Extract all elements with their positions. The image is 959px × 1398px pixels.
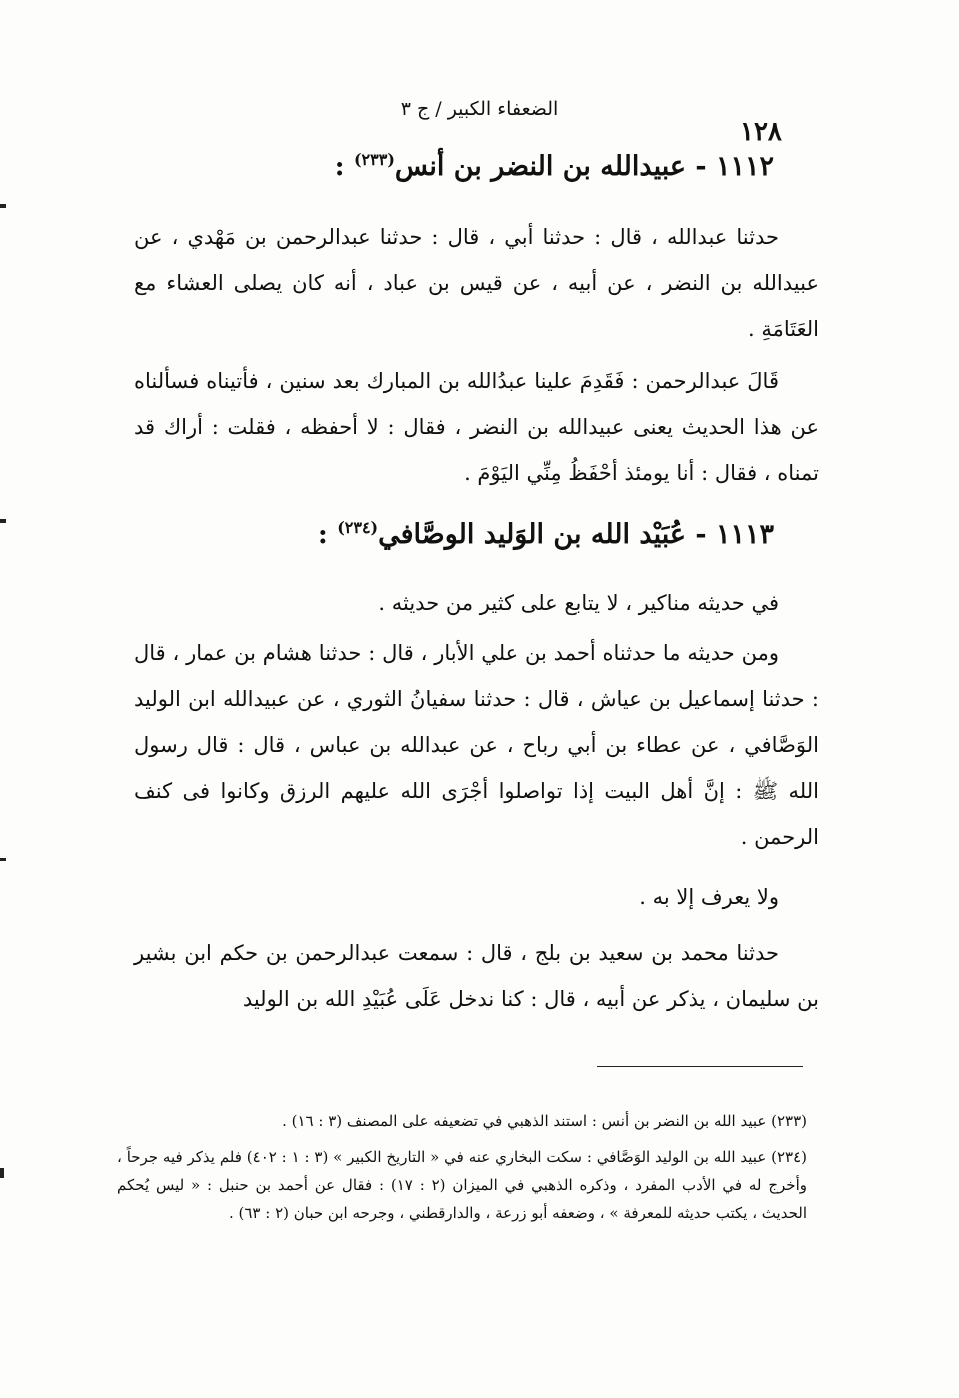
entry-heading-text: ١١١٣ - عُبَيْد الله بن الوَليد الوصَّافي bbox=[378, 519, 774, 550]
entry-heading-1112 bbox=[174, 150, 774, 182]
scan-edge-mark bbox=[0, 519, 6, 523]
entry-heading-1113 bbox=[174, 518, 774, 550]
paragraph-text: ولا يعرف إلا به . bbox=[639, 885, 779, 909]
footnote-234: (٢٣٤) عبيد الله بن الوليد الوَصَّافي : سكت البخاري عنه في « التاريخ الكبير » (٣ : ١ : ٤٠٢) فلم يذكر فيه جرحاً ، وأخرج له في الأدب المفرد ، وذكره الذهبي في الميزان (٢ : ١٧) : فقال عن أحمد بن حنبل : « ليس يُحكم الحديث ، يكتب حديثه للمعرفة » ، وضعفه أبو زرعة ، والدارقطني ، وجرحه ابن حبان (٢ : ٦٣) . bbox=[117, 1148, 807, 1222]
paragraph-text: في حديثه مناكير ، لا يتابع على كثير من حديثه . bbox=[378, 591, 779, 615]
paragraph bbox=[134, 358, 819, 496]
paragraph-text: حدثنا محمد بن سعيد بن بلج ، قال : سمعت عبدالرحمن بن حكم ابن بشير بن سليمان ، يذكر عن أبيه ، قال : كنا ندخل عَلَى عُبَيْدِ الله بن الوليد bbox=[134, 941, 819, 1011]
footnote-ref-234: (٢٣٤) bbox=[337, 518, 379, 537]
scan-edge-mark bbox=[0, 858, 6, 861]
footnote-divider bbox=[597, 1066, 803, 1067]
paragraph bbox=[134, 214, 819, 352]
footnote-ref-233: (٢٣٣) bbox=[353, 150, 395, 169]
page-number: ١٢٨ bbox=[740, 117, 782, 147]
heading-colon: : bbox=[334, 151, 354, 182]
paragraph-text: قَالَ عبدالرحمن : فَقَدِمَ علينا عبدُالله بن المبارك بعد سنين ، فأتيناه فسألناه عن هذا الحديث يعنى عبيدالله بن النضر ، فقال : لا أحفظه ، فقلت : أراك قد تمناه ، فقال : أنا يومئذ أحْفَظُ مِنِّي اليَوْمَ . bbox=[134, 369, 819, 485]
paragraph bbox=[134, 874, 819, 920]
paragraph bbox=[134, 930, 819, 1022]
heading-colon: : bbox=[317, 519, 338, 550]
scan-edge-mark bbox=[0, 1168, 4, 1178]
paragraph bbox=[134, 630, 819, 860]
entry-heading-text: ١١١٢ - عبيدالله بن النضر بن أنس bbox=[394, 151, 774, 182]
scan-edge-mark bbox=[0, 204, 6, 208]
footnotes bbox=[117, 1107, 807, 1235]
running-title: الضعفاء الكبير / ج ٣ bbox=[400, 98, 559, 120]
paragraph bbox=[134, 580, 819, 626]
footnote-233: (٢٣٣) عبيد الله بن النضر بن أنس : استند الذهبي في تضعيفه على المصنف (٣ : ١٦) . bbox=[282, 1112, 807, 1130]
paragraph-text: حدثنا عبدالله ، قال : حدثنا أبي ، قال : حدثنا عبدالرحمن بن مَهْدي ، عن عبيدالله بن النضر ، عن أبيه ، عن قيس بن عباد ، أنه كان يصلى العشاء مع العَتَامَةِ . bbox=[134, 225, 819, 341]
paragraph-text: ومن حديثه ما حدثناه أحمد بن علي الأبار ، قال : حدثنا هشام بن عمار ، قال : حدثنا إسماعيل بن عياش ، قال : حدثنا سفيانُ الثوري ، عن عبيدالله ابن الوليد الوَصَّافي ، عن عطاء بن أبي رباح ، عن عبدالله بن عباس ، قال : قال رسول الله ﷺ : إنَّ أهل البيت إذا تواصلوا أجْرَى الله عليهم الرزق وكانوا فى كنف الرحمن . bbox=[134, 641, 819, 849]
